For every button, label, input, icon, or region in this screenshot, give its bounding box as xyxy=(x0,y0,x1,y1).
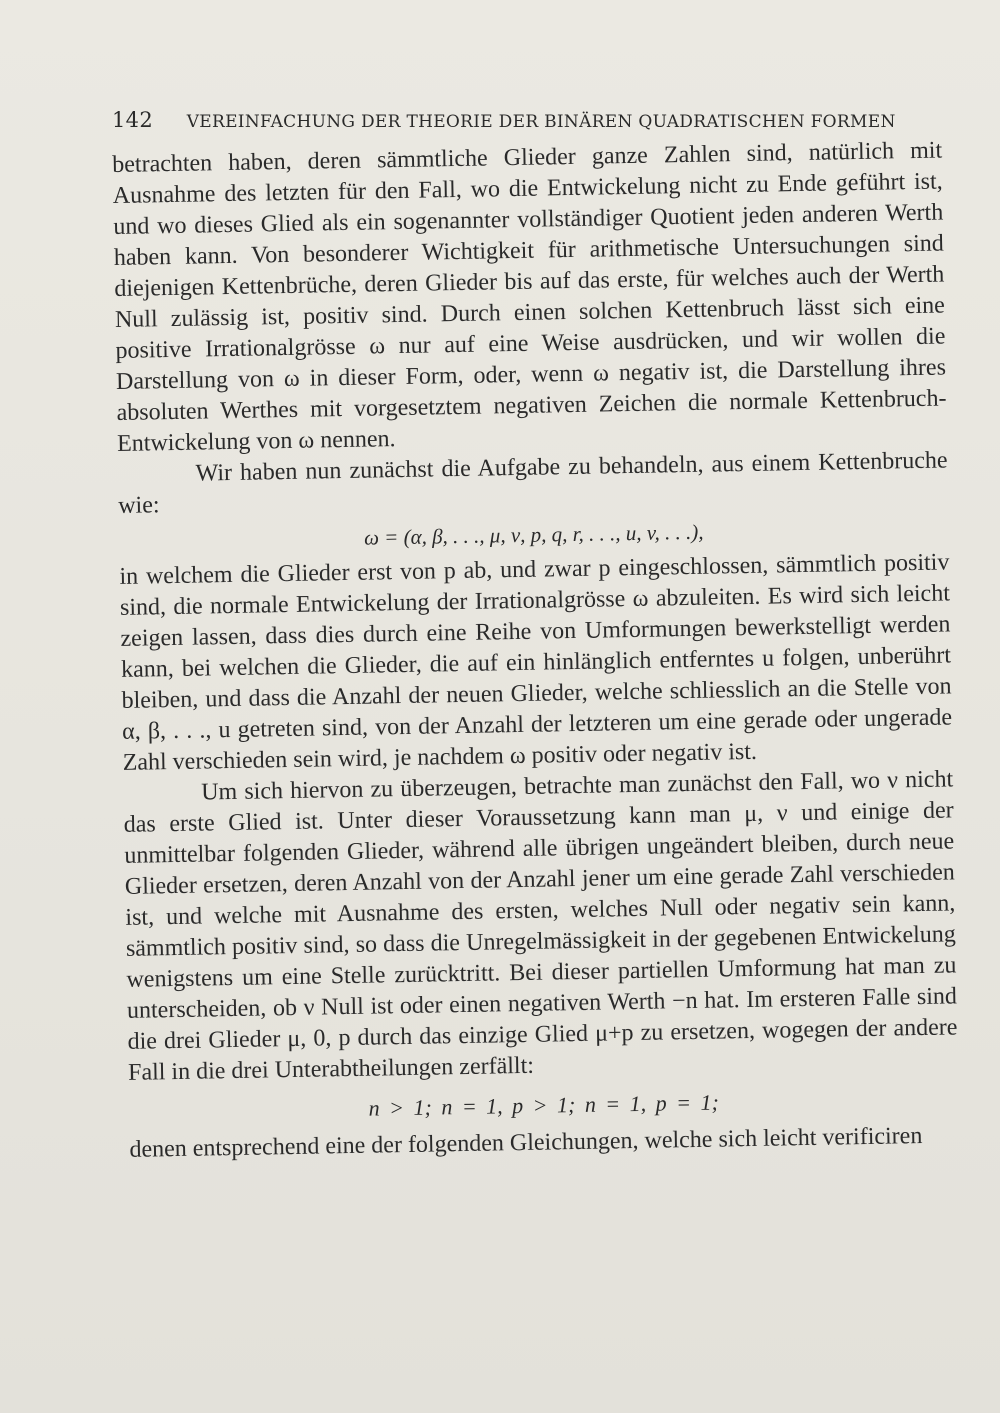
page-number: 142 xyxy=(112,108,153,132)
body-text xyxy=(112,136,960,1166)
running-title: VEREINFACHUNG DER THEORIE DER BINÄREN QUADRATISCHEN FORMEN xyxy=(186,112,896,132)
paragraph-continuation: betrachten haben, deren sämmtliche Glieder ganze Zahlen sind, natürlich mit Ausnahme des letzten für den Fall, wo die Entwickelung nicht zu Ende geführt ist, und wo dieses Glied als ein sogenannter vollständiger Quotient jeden anderen Werth haben kann. Von besonderer Wichtigkeit für arithmetische Untersuchungen sind diejenigen Kettenbrüche, deren Glieder bis auf das erste, für welches auch der Werth Null zulässig ist, positiv sind. Durch einen solchen Kettenbruch lässt sich eine positive Irrationalgrösse ω nur auf eine Weise ausdrücken, und wir wollen die Darstellung von ω in dieser Form, oder, wenn ω negativ ist, die Darstellung ihres absoluten Werthes mit vorgesetztem negativen Zeichen die normale Kettenbruch-Entwickelung von ω nennen. xyxy=(112,137,947,457)
paragraph-proof: Um sich hiervon zu überzeugen, betrachte man zunächst den Fall, wo ν nicht das erste Glied ist. Unter dieser Voraussetzung kann man μ, ν und einige der unmittelbar folgenden Glieder, während alle übrigen ungeändert bleiben, durch neue Glieder ersetzen, deren Anzahl von der Anzahl jener um eine gerade Zahl verschieden ist, und welche mit Ausnahme des ersten, welches Null oder negativ sein kann, sämmtlich positiv sind, so dass die Unregelmässigkeit in der gegebenen Entwickelung wenigstens um eine Stelle zurücktritt. Bei dieser partiellen Umformung hat man zu unterscheiden, ob ν Null ist oder einen negativen Werth −n hat. Im ersteren Falle sind die drei Glieder μ, 0, p durch das einzige Glied μ+p zu ersetzen, wogegen der andere Fall in die drei Unterabtheilungen zerfällt: xyxy=(123,766,958,1086)
running-header xyxy=(112,108,942,132)
formula-continued-fraction: ω = (α, β, . . ., μ, ν, p, q, r, . . ., u, v, . . .), xyxy=(363,519,704,550)
paragraph-closing: denen entsprechend eine der folgenden Gleichungen, welche sich leicht verificiren xyxy=(129,1123,923,1163)
formula-cases: n > 1; n = 1, p > 1; n = 1, p = 1; xyxy=(368,1089,720,1121)
paragraph-normal-expansion: in welchem die Glieder erst von p ab, und zwar p eingeschlossen, sämmtlich positiv sind, die normale Entwickelung der Irrationalgrösse ω abzuleiten. Es wird sich leicht zeigen lassen, dass dies durch eine Reihe von Umformungen bewerkstelligt werden kann, bei welchen die Glieder, die auf ein hinlänglich entferntes u folgen, unberührt bleiben, und dass die Anzahl der neuen Glieder, welche schliesslich an die Stelle von α, β, . . ., u getreten sind, von der Anzahl der letzteren um eine gerade oder ungerade Zahl verschieden sein wird, je nachdem ω positiv oder negativ ist. xyxy=(119,549,953,776)
paragraph-task: Wir haben nun zunächst die Aufgabe zu behandeln, aus einem Kettenbruche wie: xyxy=(117,447,948,519)
